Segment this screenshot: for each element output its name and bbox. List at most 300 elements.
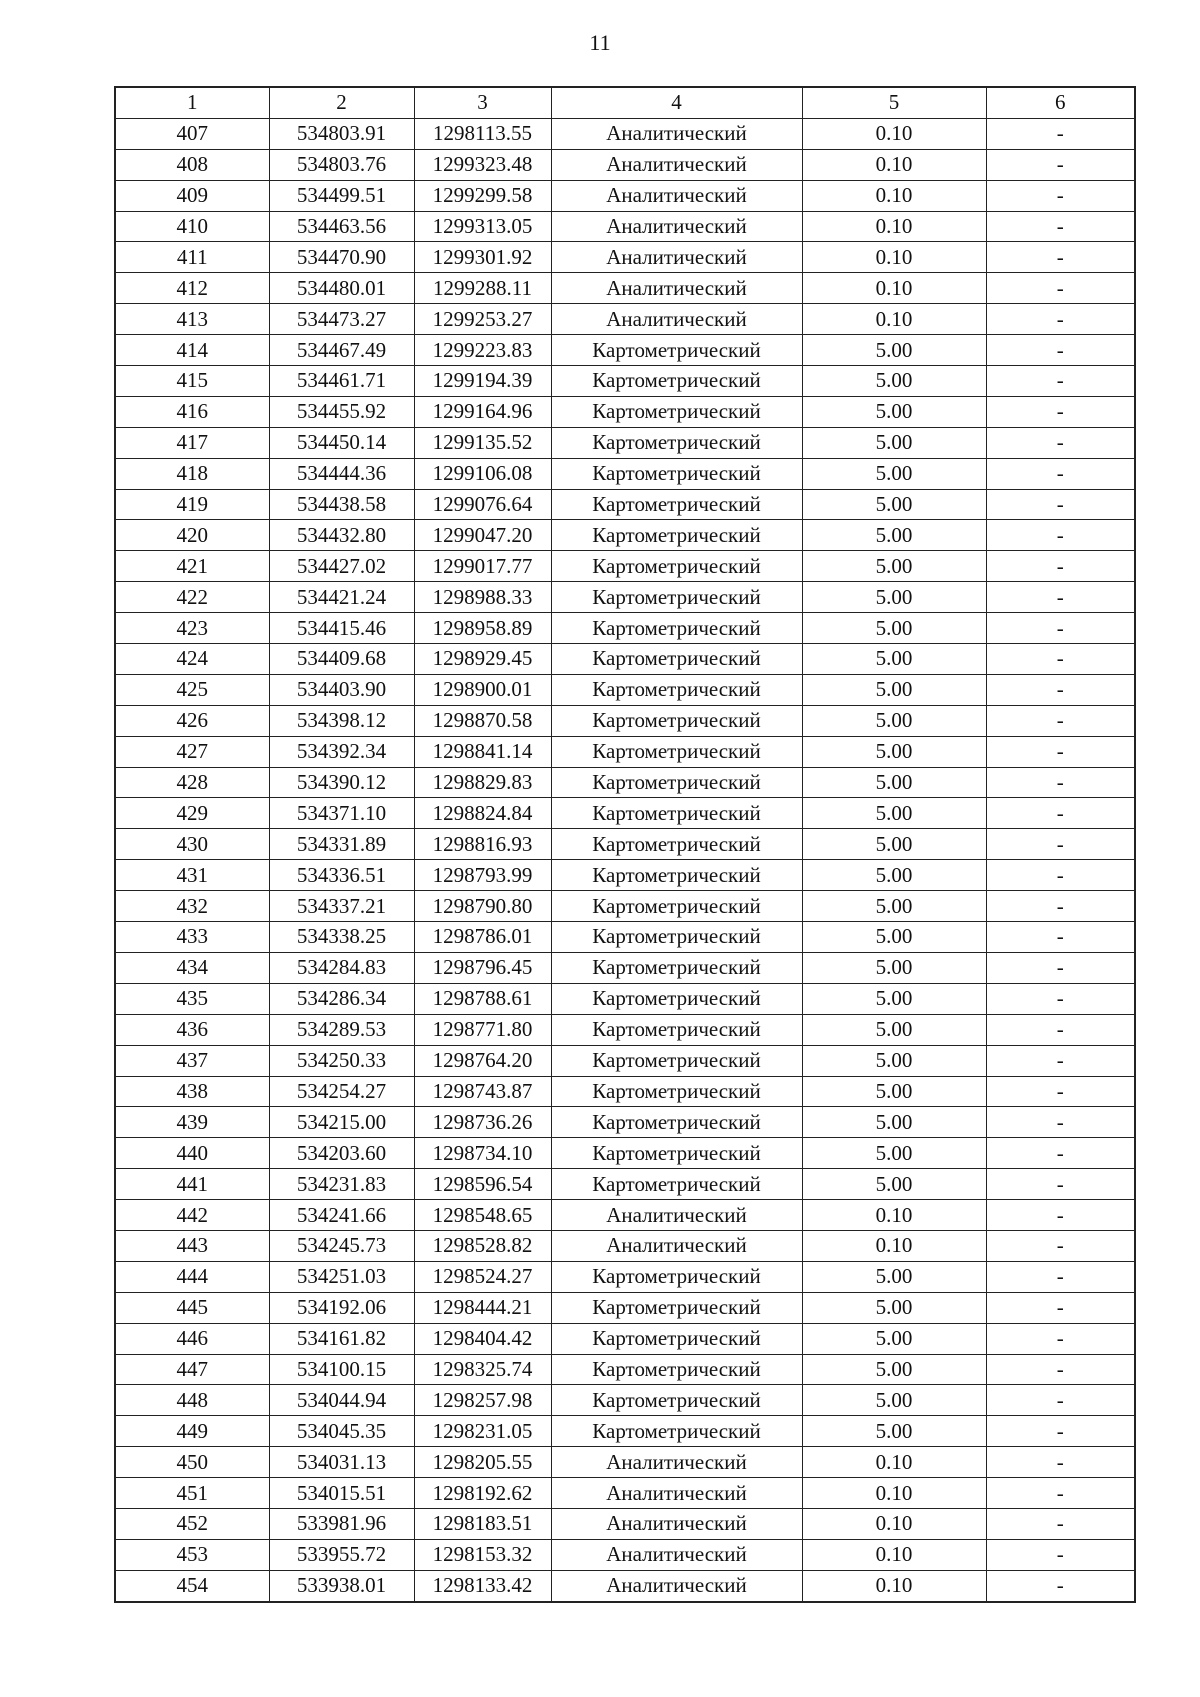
- point-number-cell: 441: [115, 1169, 269, 1200]
- x-coordinate-cell: 534421.24: [269, 582, 414, 613]
- method-cell: Картометрический: [551, 1045, 802, 1076]
- x-coordinate-cell: 534463.56: [269, 211, 414, 242]
- accuracy-cell: 5.00: [802, 767, 986, 798]
- accuracy-cell: 5.00: [802, 396, 986, 427]
- table-row: [115, 242, 1135, 273]
- note-cell: -: [986, 1261, 1135, 1292]
- y-coordinate-cell: 1299076.64: [414, 489, 551, 520]
- x-coordinate-cell: 534286.34: [269, 983, 414, 1014]
- x-coordinate-cell: 534241.66: [269, 1200, 414, 1231]
- note-cell: -: [986, 1508, 1135, 1539]
- column-header: 6: [986, 87, 1135, 118]
- y-coordinate-cell: 1298816.93: [414, 829, 551, 860]
- accuracy-cell: 0.10: [802, 304, 986, 335]
- y-coordinate-cell: 1298788.61: [414, 983, 551, 1014]
- x-coordinate-cell: 534470.90: [269, 242, 414, 273]
- table-row: [115, 674, 1135, 705]
- table-row: [115, 211, 1135, 242]
- table-row: [115, 860, 1135, 891]
- point-number-cell: 419: [115, 489, 269, 520]
- table-row: [115, 1138, 1135, 1169]
- point-number-cell: 414: [115, 335, 269, 366]
- point-number-cell: 417: [115, 427, 269, 458]
- x-coordinate-cell: 534044.94: [269, 1385, 414, 1416]
- method-cell: Картометрический: [551, 1107, 802, 1138]
- accuracy-cell: 5.00: [802, 458, 986, 489]
- point-number-cell: 408: [115, 149, 269, 180]
- point-number-cell: 453: [115, 1539, 269, 1570]
- note-cell: -: [986, 674, 1135, 705]
- note-cell: -: [986, 922, 1135, 953]
- method-cell: Аналитический: [551, 180, 802, 211]
- table-row: [115, 1014, 1135, 1045]
- accuracy-cell: 5.00: [802, 1045, 986, 1076]
- y-coordinate-cell: 1298988.33: [414, 582, 551, 613]
- y-coordinate-cell: 1298743.87: [414, 1076, 551, 1107]
- method-cell: Аналитический: [551, 242, 802, 273]
- table-row: [115, 767, 1135, 798]
- method-cell: Картометрический: [551, 1014, 802, 1045]
- note-cell: -: [986, 1230, 1135, 1261]
- y-coordinate-cell: 1298929.45: [414, 644, 551, 675]
- accuracy-cell: 5.00: [802, 1138, 986, 1169]
- x-coordinate-cell: 534499.51: [269, 180, 414, 211]
- table-row: [115, 1045, 1135, 1076]
- method-cell: Аналитический: [551, 211, 802, 242]
- y-coordinate-cell: 1298736.26: [414, 1107, 551, 1138]
- accuracy-cell: 0.10: [802, 1508, 986, 1539]
- accuracy-cell: 5.00: [802, 551, 986, 582]
- method-cell: Картометрический: [551, 335, 802, 366]
- table-row: [115, 1447, 1135, 1478]
- point-number-cell: 420: [115, 520, 269, 551]
- x-coordinate-cell: 534284.83: [269, 952, 414, 983]
- x-coordinate-cell: 534409.68: [269, 644, 414, 675]
- x-coordinate-cell: 534398.12: [269, 705, 414, 736]
- x-coordinate-cell: 534245.73: [269, 1230, 414, 1261]
- point-number-cell: 416: [115, 396, 269, 427]
- accuracy-cell: 5.00: [802, 705, 986, 736]
- point-number-cell: 430: [115, 829, 269, 860]
- point-number-cell: 452: [115, 1508, 269, 1539]
- point-number-cell: 450: [115, 1447, 269, 1478]
- method-cell: Картометрический: [551, 366, 802, 397]
- table-row: [115, 273, 1135, 304]
- x-coordinate-cell: 534392.34: [269, 736, 414, 767]
- table-row: [115, 644, 1135, 675]
- method-cell: Картометрический: [551, 396, 802, 427]
- coordinates-table: [114, 86, 1136, 1603]
- column-header: 5: [802, 87, 986, 118]
- method-cell: Картометрический: [551, 983, 802, 1014]
- accuracy-cell: 5.00: [802, 335, 986, 366]
- accuracy-cell: 5.00: [802, 1261, 986, 1292]
- note-cell: -: [986, 273, 1135, 304]
- column-header: 4: [551, 87, 802, 118]
- method-cell: Картометрический: [551, 520, 802, 551]
- table-row: [115, 1354, 1135, 1385]
- accuracy-cell: 5.00: [802, 1169, 986, 1200]
- accuracy-cell: 5.00: [802, 1014, 986, 1045]
- y-coordinate-cell: 1298771.80: [414, 1014, 551, 1045]
- accuracy-cell: 0.10: [802, 1230, 986, 1261]
- note-cell: -: [986, 118, 1135, 149]
- method-cell: Аналитический: [551, 1539, 802, 1570]
- point-number-cell: 410: [115, 211, 269, 242]
- x-coordinate-cell: 534455.92: [269, 396, 414, 427]
- x-coordinate-cell: 534803.91: [269, 118, 414, 149]
- point-number-cell: 412: [115, 273, 269, 304]
- note-cell: -: [986, 1447, 1135, 1478]
- accuracy-cell: 5.00: [802, 952, 986, 983]
- accuracy-cell: 0.10: [802, 1478, 986, 1509]
- y-coordinate-cell: 1298900.01: [414, 674, 551, 705]
- accuracy-cell: 5.00: [802, 829, 986, 860]
- x-coordinate-cell: 534254.27: [269, 1076, 414, 1107]
- point-number-cell: 436: [115, 1014, 269, 1045]
- method-cell: Аналитический: [551, 1508, 802, 1539]
- note-cell: -: [986, 829, 1135, 860]
- accuracy-cell: 0.10: [802, 118, 986, 149]
- note-cell: -: [986, 149, 1135, 180]
- x-coordinate-cell: 534473.27: [269, 304, 414, 335]
- x-coordinate-cell: 534215.00: [269, 1107, 414, 1138]
- accuracy-cell: 5.00: [802, 922, 986, 953]
- note-cell: -: [986, 983, 1135, 1014]
- column-header: 1: [115, 87, 269, 118]
- method-cell: Аналитический: [551, 1447, 802, 1478]
- accuracy-cell: 5.00: [802, 582, 986, 613]
- method-cell: Картометрический: [551, 705, 802, 736]
- table-row: [115, 1107, 1135, 1138]
- method-cell: Картометрический: [551, 1076, 802, 1107]
- page-number: 11: [589, 30, 611, 55]
- y-coordinate-cell: 1298444.21: [414, 1292, 551, 1323]
- y-coordinate-cell: 1298192.62: [414, 1478, 551, 1509]
- table-row: [115, 798, 1135, 829]
- x-coordinate-cell: 534015.51: [269, 1478, 414, 1509]
- note-cell: -: [986, 242, 1135, 273]
- note-cell: -: [986, 644, 1135, 675]
- note-cell: -: [986, 582, 1135, 613]
- y-coordinate-cell: 1298183.51: [414, 1508, 551, 1539]
- point-number-cell: 415: [115, 366, 269, 397]
- note-cell: -: [986, 211, 1135, 242]
- table-row: [115, 551, 1135, 582]
- y-coordinate-cell: 1298829.83: [414, 767, 551, 798]
- y-coordinate-cell: 1299288.11: [414, 273, 551, 304]
- accuracy-cell: 5.00: [802, 520, 986, 551]
- accuracy-cell: 0.10: [802, 242, 986, 273]
- accuracy-cell: 5.00: [802, 1076, 986, 1107]
- note-cell: -: [986, 396, 1135, 427]
- y-coordinate-cell: 1298404.42: [414, 1323, 551, 1354]
- table-body: [115, 118, 1135, 1601]
- accuracy-cell: 0.10: [802, 1200, 986, 1231]
- note-cell: -: [986, 304, 1135, 335]
- y-coordinate-cell: 1298796.45: [414, 952, 551, 983]
- y-coordinate-cell: 1298153.32: [414, 1539, 551, 1570]
- x-coordinate-cell: 534432.80: [269, 520, 414, 551]
- point-number-cell: 440: [115, 1138, 269, 1169]
- y-coordinate-cell: 1299017.77: [414, 551, 551, 582]
- point-number-cell: 449: [115, 1416, 269, 1447]
- table-row: [115, 1076, 1135, 1107]
- x-coordinate-cell: 534467.49: [269, 335, 414, 366]
- y-coordinate-cell: 1299135.52: [414, 427, 551, 458]
- y-coordinate-cell: 1298790.80: [414, 891, 551, 922]
- table-row: [115, 304, 1135, 335]
- method-cell: Аналитический: [551, 1478, 802, 1509]
- point-number-cell: 411: [115, 242, 269, 273]
- x-coordinate-cell: 534390.12: [269, 767, 414, 798]
- note-cell: -: [986, 1292, 1135, 1323]
- table-row: [115, 1230, 1135, 1261]
- x-coordinate-cell: 534480.01: [269, 273, 414, 304]
- point-number-cell: 407: [115, 118, 269, 149]
- method-cell: Картометрический: [551, 891, 802, 922]
- method-cell: Картометрический: [551, 767, 802, 798]
- method-cell: Картометрический: [551, 736, 802, 767]
- accuracy-cell: 5.00: [802, 860, 986, 891]
- point-number-cell: 421: [115, 551, 269, 582]
- method-cell: Картометрический: [551, 551, 802, 582]
- x-coordinate-cell: 534251.03: [269, 1261, 414, 1292]
- y-coordinate-cell: 1298786.01: [414, 922, 551, 953]
- x-coordinate-cell: 534461.71: [269, 366, 414, 397]
- y-coordinate-cell: 1298734.10: [414, 1138, 551, 1169]
- note-cell: -: [986, 860, 1135, 891]
- table-row: [115, 1539, 1135, 1570]
- point-number-cell: 432: [115, 891, 269, 922]
- method-cell: Картометрический: [551, 674, 802, 705]
- x-coordinate-cell: 534250.33: [269, 1045, 414, 1076]
- x-coordinate-cell: 534161.82: [269, 1323, 414, 1354]
- x-coordinate-cell: 534438.58: [269, 489, 414, 520]
- point-number-cell: 427: [115, 736, 269, 767]
- x-coordinate-cell: 534450.14: [269, 427, 414, 458]
- note-cell: -: [986, 1385, 1135, 1416]
- x-coordinate-cell: 534203.60: [269, 1138, 414, 1169]
- table-row: [115, 891, 1135, 922]
- accuracy-cell: 0.10: [802, 180, 986, 211]
- accuracy-cell: 5.00: [802, 1385, 986, 1416]
- method-cell: Картометрический: [551, 952, 802, 983]
- y-coordinate-cell: 1299194.39: [414, 366, 551, 397]
- x-coordinate-cell: 534336.51: [269, 860, 414, 891]
- table-row: [115, 829, 1135, 860]
- point-number-cell: 454: [115, 1570, 269, 1601]
- method-cell: Картометрический: [551, 613, 802, 644]
- point-number-cell: 424: [115, 644, 269, 675]
- accuracy-cell: 5.00: [802, 366, 986, 397]
- method-cell: Картометрический: [551, 489, 802, 520]
- point-number-cell: 433: [115, 922, 269, 953]
- note-cell: -: [986, 736, 1135, 767]
- note-cell: -: [986, 366, 1135, 397]
- table-row: [115, 180, 1135, 211]
- table-row: [115, 458, 1135, 489]
- y-coordinate-cell: 1298958.89: [414, 613, 551, 644]
- accuracy-cell: 0.10: [802, 211, 986, 242]
- accuracy-cell: 5.00: [802, 736, 986, 767]
- note-cell: -: [986, 1045, 1135, 1076]
- table-row: [115, 582, 1135, 613]
- note-cell: -: [986, 1107, 1135, 1138]
- point-number-cell: 448: [115, 1385, 269, 1416]
- note-cell: -: [986, 1076, 1135, 1107]
- accuracy-cell: 5.00: [802, 1416, 986, 1447]
- table-row: [115, 427, 1135, 458]
- table-row: [115, 1570, 1135, 1601]
- method-cell: Картометрический: [551, 798, 802, 829]
- column-header: 2: [269, 87, 414, 118]
- note-cell: -: [986, 1014, 1135, 1045]
- note-cell: -: [986, 1539, 1135, 1570]
- accuracy-cell: 0.10: [802, 1570, 986, 1601]
- accuracy-cell: 5.00: [802, 674, 986, 705]
- y-coordinate-cell: 1299323.48: [414, 149, 551, 180]
- note-cell: -: [986, 458, 1135, 489]
- accuracy-cell: 0.10: [802, 149, 986, 180]
- note-cell: -: [986, 180, 1135, 211]
- table-row: [115, 983, 1135, 1014]
- method-cell: Аналитический: [551, 1200, 802, 1231]
- method-cell: Картометрический: [551, 458, 802, 489]
- x-coordinate-cell: 534192.06: [269, 1292, 414, 1323]
- accuracy-cell: 5.00: [802, 489, 986, 520]
- point-number-cell: 443: [115, 1230, 269, 1261]
- x-coordinate-cell: 534331.89: [269, 829, 414, 860]
- point-number-cell: 426: [115, 705, 269, 736]
- x-coordinate-cell: 534045.35: [269, 1416, 414, 1447]
- table-row: [115, 736, 1135, 767]
- point-number-cell: 425: [115, 674, 269, 705]
- table-header: [115, 87, 1135, 118]
- note-cell: -: [986, 1416, 1135, 1447]
- note-cell: -: [986, 1200, 1135, 1231]
- note-cell: -: [986, 1138, 1135, 1169]
- note-cell: -: [986, 767, 1135, 798]
- x-coordinate-cell: 534444.36: [269, 458, 414, 489]
- method-cell: Картометрический: [551, 582, 802, 613]
- note-cell: -: [986, 1354, 1135, 1385]
- table-row: [115, 149, 1135, 180]
- point-number-cell: 429: [115, 798, 269, 829]
- x-coordinate-cell: 534427.02: [269, 551, 414, 582]
- x-coordinate-cell: 534031.13: [269, 1447, 414, 1478]
- table-row: [115, 1292, 1135, 1323]
- y-coordinate-cell: 1298870.58: [414, 705, 551, 736]
- y-coordinate-cell: 1298764.20: [414, 1045, 551, 1076]
- method-cell: Картометрический: [551, 427, 802, 458]
- table-row: [115, 1200, 1135, 1231]
- point-number-cell: 446: [115, 1323, 269, 1354]
- point-number-cell: 434: [115, 952, 269, 983]
- y-coordinate-cell: 1299223.83: [414, 335, 551, 366]
- x-coordinate-cell: 534803.76: [269, 149, 414, 180]
- accuracy-cell: 5.00: [802, 644, 986, 675]
- y-coordinate-cell: 1298841.14: [414, 736, 551, 767]
- point-number-cell: 422: [115, 582, 269, 613]
- x-coordinate-cell: 534100.15: [269, 1354, 414, 1385]
- point-number-cell: 439: [115, 1107, 269, 1138]
- point-number-cell: 438: [115, 1076, 269, 1107]
- x-coordinate-cell: 534338.25: [269, 922, 414, 953]
- x-coordinate-cell: 534231.83: [269, 1169, 414, 1200]
- table-row: [115, 1169, 1135, 1200]
- x-coordinate-cell: 534337.21: [269, 891, 414, 922]
- method-cell: Аналитический: [551, 1570, 802, 1601]
- note-cell: -: [986, 952, 1135, 983]
- point-number-cell: 444: [115, 1261, 269, 1292]
- method-cell: Аналитический: [551, 304, 802, 335]
- table-row: [115, 335, 1135, 366]
- y-coordinate-cell: 1298548.65: [414, 1200, 551, 1231]
- y-coordinate-cell: 1298824.84: [414, 798, 551, 829]
- point-number-cell: 409: [115, 180, 269, 211]
- table-row: [115, 613, 1135, 644]
- method-cell: Аналитический: [551, 273, 802, 304]
- y-coordinate-cell: 1298325.74: [414, 1354, 551, 1385]
- method-cell: Картометрический: [551, 1261, 802, 1292]
- accuracy-cell: 5.00: [802, 1292, 986, 1323]
- y-coordinate-cell: 1298231.05: [414, 1416, 551, 1447]
- accuracy-cell: 5.00: [802, 1354, 986, 1385]
- note-cell: -: [986, 1169, 1135, 1200]
- method-cell: Картометрический: [551, 1385, 802, 1416]
- y-coordinate-cell: 1298205.55: [414, 1447, 551, 1478]
- accuracy-cell: 5.00: [802, 891, 986, 922]
- accuracy-cell: 0.10: [802, 1447, 986, 1478]
- point-number-cell: 445: [115, 1292, 269, 1323]
- accuracy-cell: 0.10: [802, 273, 986, 304]
- note-cell: -: [986, 427, 1135, 458]
- y-coordinate-cell: 1298793.99: [414, 860, 551, 891]
- table-row: [115, 396, 1135, 427]
- point-number-cell: 435: [115, 983, 269, 1014]
- note-cell: -: [986, 798, 1135, 829]
- x-coordinate-cell: 533981.96: [269, 1508, 414, 1539]
- y-coordinate-cell: 1298596.54: [414, 1169, 551, 1200]
- method-cell: Картометрический: [551, 829, 802, 860]
- x-coordinate-cell: 533938.01: [269, 1570, 414, 1601]
- y-coordinate-cell: 1298133.42: [414, 1570, 551, 1601]
- note-cell: -: [986, 613, 1135, 644]
- point-number-cell: 431: [115, 860, 269, 891]
- x-coordinate-cell: 534289.53: [269, 1014, 414, 1045]
- table-row: [115, 705, 1135, 736]
- header-row: [115, 87, 1135, 118]
- table-row: [115, 1385, 1135, 1416]
- method-cell: Картометрический: [551, 1169, 802, 1200]
- accuracy-cell: 5.00: [802, 798, 986, 829]
- y-coordinate-cell: 1299047.20: [414, 520, 551, 551]
- method-cell: Картометрический: [551, 860, 802, 891]
- y-coordinate-cell: 1299313.05: [414, 211, 551, 242]
- y-coordinate-cell: 1299106.08: [414, 458, 551, 489]
- y-coordinate-cell: 1298113.55: [414, 118, 551, 149]
- y-coordinate-cell: 1298257.98: [414, 1385, 551, 1416]
- table-row: [115, 1508, 1135, 1539]
- point-number-cell: 423: [115, 613, 269, 644]
- accuracy-cell: 0.10: [802, 1539, 986, 1570]
- point-number-cell: 418: [115, 458, 269, 489]
- accuracy-cell: 5.00: [802, 613, 986, 644]
- method-cell: Аналитический: [551, 1230, 802, 1261]
- note-cell: -: [986, 1323, 1135, 1354]
- table-row: [115, 520, 1135, 551]
